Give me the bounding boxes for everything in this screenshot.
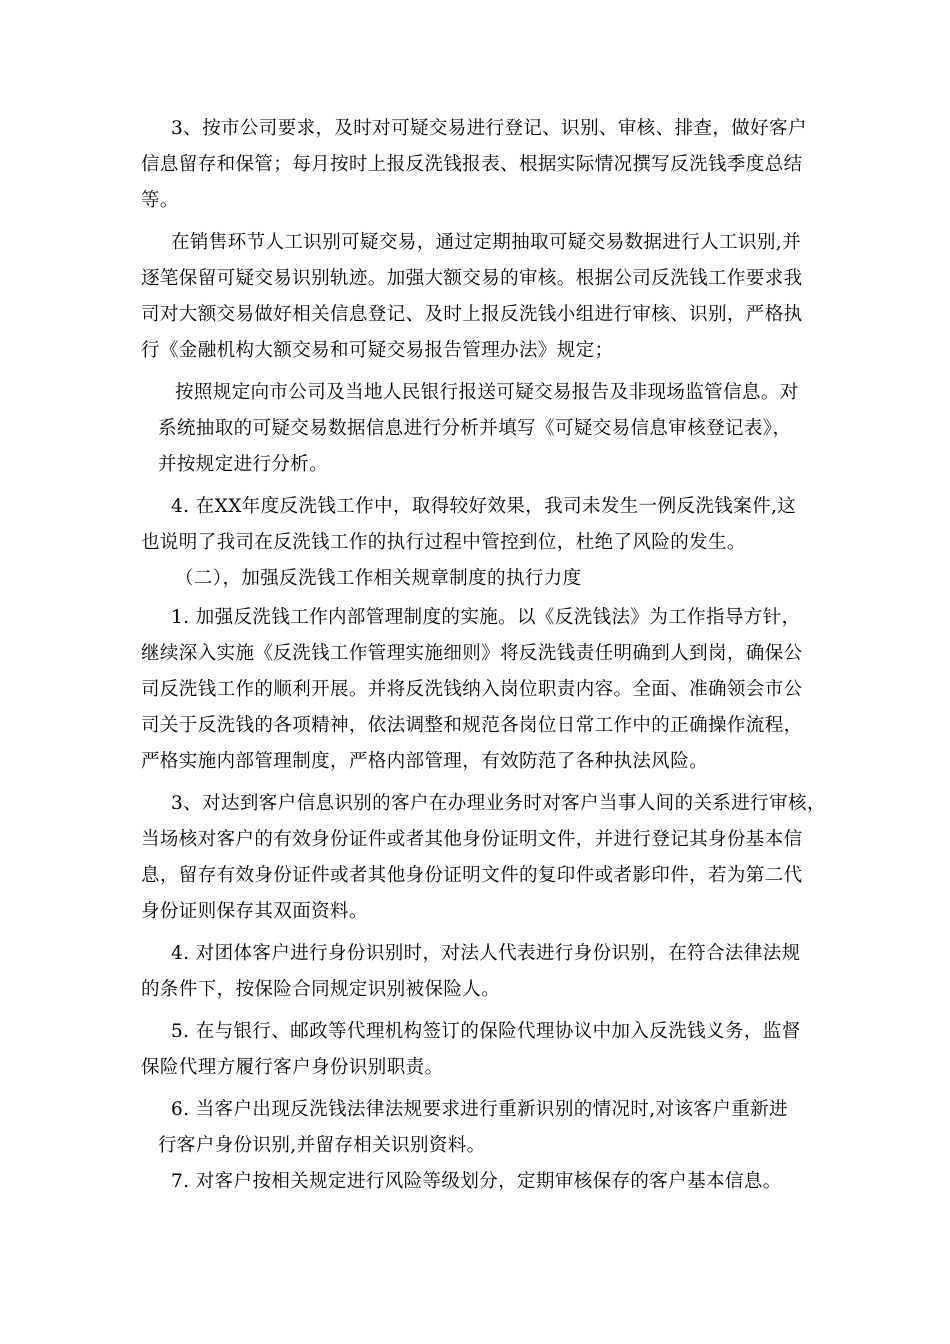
text-line: 等。	[141, 190, 179, 211]
text-line: 也说明了我司在反洗钱工作的执行过程中管控到位，杜绝了风险的发生。	[141, 532, 746, 553]
text-line: 6. 当客户出现反洗钱法律法规要求进行重新识别的情况时,对该客户重新进	[171, 1099, 788, 1120]
text-line: 7. 对客户按相关规定进行风险等级划分，定期审核保存的客户基本信息。	[171, 1171, 782, 1192]
text-line: 1. 加强反洗钱工作内部管理制度的实施。以《反洗钱法》为工作指导方针，	[171, 607, 801, 628]
text-line: 4. 在XX年度反洗钱工作中，取得较好效果，我司未发生一例反洗钱案件,这	[171, 496, 797, 517]
text-line: 5. 在与银行、邮政等代理机构签订的保险代理协议中加入反洗钱义务，监督	[171, 1021, 801, 1042]
text-line: 息，留存有效身份证件或者其他身份证明文件的复印件或者影印件，若为第二代	[141, 865, 803, 886]
text-line: 信息留存和保管；每月按时上报反洗钱报表、根据实际情况撰写反洗钱季度总结	[141, 154, 803, 175]
text-line: 当场核对客户的有效身份证件或者其他身份证明文件，并进行登记其身份基本信	[141, 829, 803, 850]
text-line: 身份证则保存其双面资料。	[141, 901, 368, 922]
text-line: 的条件下，按保险合同规定识别被保险人。	[141, 979, 501, 1000]
text-line: 行《金融机构大额交易和可疑交易报告管理办法》规定；	[141, 340, 614, 361]
text-line: 司反洗钱工作的顺利开展。并将反洗钱纳入岗位职责内容。全面、准确领会市公	[141, 679, 803, 700]
text-line: 继续深入实施《反洗钱工作管理实施细则》将反洗钱责任明确到人到岗，确保公	[141, 643, 803, 664]
text-line: 按照规定向市公司及当地人民银行报送可疑交易报告及非现场监管信息。对	[175, 382, 799, 403]
text-line: 并按规定进行分析。	[158, 454, 329, 475]
text-line: 4. 对团体客户进行身份识别时，对法人代表进行身份识别，在符合法律法规	[171, 943, 801, 964]
section-heading: （二），加强反洗钱工作相关规章制度的执行力度	[175, 568, 582, 589]
text-line: 行客户身份识别,并留存相关识别资料。	[158, 1135, 486, 1156]
text-line: 司关于反洗钱的各项精神，依法调整和规范各岗位日常工作中的正确操作流程，	[141, 715, 803, 736]
text-line: 在销售环节人工识别可疑交易，通过定期抽取可疑交易数据进行人工识别,并	[171, 232, 801, 253]
text-line: 保险代理方履行客户身份识别职责。	[141, 1057, 444, 1078]
text-line: 严格实施内部管理制度，严格内部管理，有效防范了各种执法风险。	[141, 751, 709, 772]
text-line: 逐笔保留可疑交易识别轨迹。加强大额交易的审核。根据公司反洗钱工作要求我	[141, 268, 803, 289]
text-line: 3、按市公司要求，及时对可疑交易进行登记、识别、审核、排查，做好客户	[171, 118, 807, 139]
text-line: 系统抽取的可疑交易数据信息进行分析并填写《可疑交易信息审核登记表》，	[158, 418, 792, 439]
text-line: 3、对达到客户信息识别的客户在办理业务时对客户当事人间的关系进行审核，	[171, 793, 826, 814]
text-line: 司对大额交易做好相关信息登记、及时上报反洗钱小组进行审核、识别，严格执	[141, 304, 803, 325]
